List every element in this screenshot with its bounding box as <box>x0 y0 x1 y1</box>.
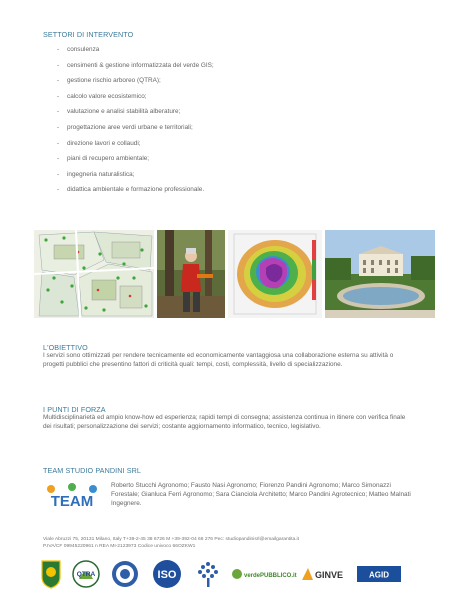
gis-map-image <box>34 230 154 318</box>
strengths-section <box>43 405 415 431</box>
sector-item-label: piani di recupero ambientale; <box>67 155 150 163</box>
sector-bullet: - <box>57 155 60 163</box>
agid-logo-text: AGID <box>369 570 389 580</box>
objective-section <box>43 343 415 369</box>
agid-logo <box>357 566 401 582</box>
sectors-list <box>43 45 413 201</box>
sector-bullet: - <box>57 186 60 194</box>
sector-item <box>43 139 413 155</box>
sector-item <box>43 154 413 170</box>
iso-logo <box>149 559 185 589</box>
sector-item-label: progettazione aree verdi urbane e territoriali; <box>67 123 193 131</box>
strengths-text: Multidisciplinarietà ed ampio know-how ed esperienza; rapidi tempi di consegna; assistenza continua in itinere con verifica finale dei risultati; personalizzazione dei servizi; costante aggiornamento informatico, tecnico, legislativo. <box>43 414 406 430</box>
contact-address-line: Viale Abruzzi 75, 20131 Milano, Italy T+39-2-45 38 6726 M +39-392-04 66 276 Pec: studiopandinisrl@emailgarantita.it <box>43 537 299 542</box>
ginve-logo <box>300 564 348 584</box>
qtra-logo-text: QTRA <box>76 571 96 578</box>
team-heading: TEAM STUDIO PANDINI SRL <box>43 466 142 475</box>
sector-item-label: direzione lavori e collaudi; <box>67 139 141 147</box>
team-members-text: Roberto Stucchi Agronomo; Fausto Nasi Agronomo; Fiorenzo Pandini Agronomo; Marco Simonazzi Forestale; Gianluca Ferri Agronomo; Sara Cianciola Architetto; Marco Pandini Agrotecnico; Matteo Malnati Ingegnere. <box>111 482 411 507</box>
sector-item-label: consulenza <box>67 46 100 53</box>
qtra-logo <box>71 559 101 589</box>
sector-item <box>43 61 413 77</box>
sectors-section <box>43 30 413 201</box>
sector-item <box>43 76 413 92</box>
iso-logo-text: ISO <box>157 569 177 581</box>
sector-bullet: - <box>57 61 60 69</box>
crest-logo <box>40 559 62 589</box>
sector-bullet: - <box>57 139 60 147</box>
sector-bullet: - <box>57 77 60 85</box>
sector-item <box>43 45 413 61</box>
objective-text: I servizi sono ottimizzati per rendere tecnicamente ed economicamente vantaggiosa una collaborazione esterna su attività o progetti pubblici che presentino fattori di criticità quali: tempi, costi, complessità, livello di specializzazione. <box>43 352 394 368</box>
stability-heatmap-image <box>228 230 322 318</box>
contact-registry-line: P.IVA/CF 09945220961 n REA MI-2123973 Codice univoco 66OZKW1 <box>43 544 196 549</box>
verde-pubblico-logo <box>231 564 297 584</box>
sector-item-label: gestione rischio arboreo (QTRA); <box>67 77 161 85</box>
tree-logo <box>194 559 222 589</box>
sector-item <box>43 92 413 108</box>
sector-bullet: - <box>57 170 60 178</box>
villa-garden-photo <box>325 230 435 318</box>
sector-item <box>43 123 413 139</box>
sector-item-label: ingegneria naturalistica; <box>67 170 135 178</box>
sector-bullet: - <box>57 46 60 53</box>
team-logo-image <box>43 481 101 511</box>
photo-strip <box>34 230 438 318</box>
sector-item-label: calcolo valore ecosistemico; <box>67 92 147 100</box>
sector-item <box>43 185 413 201</box>
round-seal-logo <box>110 559 140 589</box>
verde-pubblico-logo-text: verdePUBBLICO.it <box>244 573 297 579</box>
contact-footer <box>43 536 423 550</box>
sector-item-label: didattica ambientale e formazione professionale. <box>67 186 205 194</box>
sectors-heading: SETTORI DI INTERVENTO <box>43 30 134 39</box>
team-section <box>43 466 423 511</box>
sector-item-label: valutazione e analisi stabilità alberature; <box>67 108 181 116</box>
sector-bullet: - <box>57 123 60 131</box>
sector-bullet: - <box>57 92 60 100</box>
tree-worker-photo <box>157 230 225 318</box>
certification-logos <box>40 556 430 592</box>
sector-item <box>43 107 413 123</box>
team-logo-text: TEAM <box>50 493 94 510</box>
objective-heading: L'OBIETTIVO <box>43 343 88 352</box>
strengths-heading: I PUNTI DI FORZA <box>43 405 106 414</box>
sector-bullet: - <box>57 108 60 116</box>
sector-item-label: censimenti & gestione informatizzata del verde GIS; <box>67 61 214 69</box>
sector-item <box>43 170 413 186</box>
ginve-logo-text: GINVE <box>315 570 344 580</box>
